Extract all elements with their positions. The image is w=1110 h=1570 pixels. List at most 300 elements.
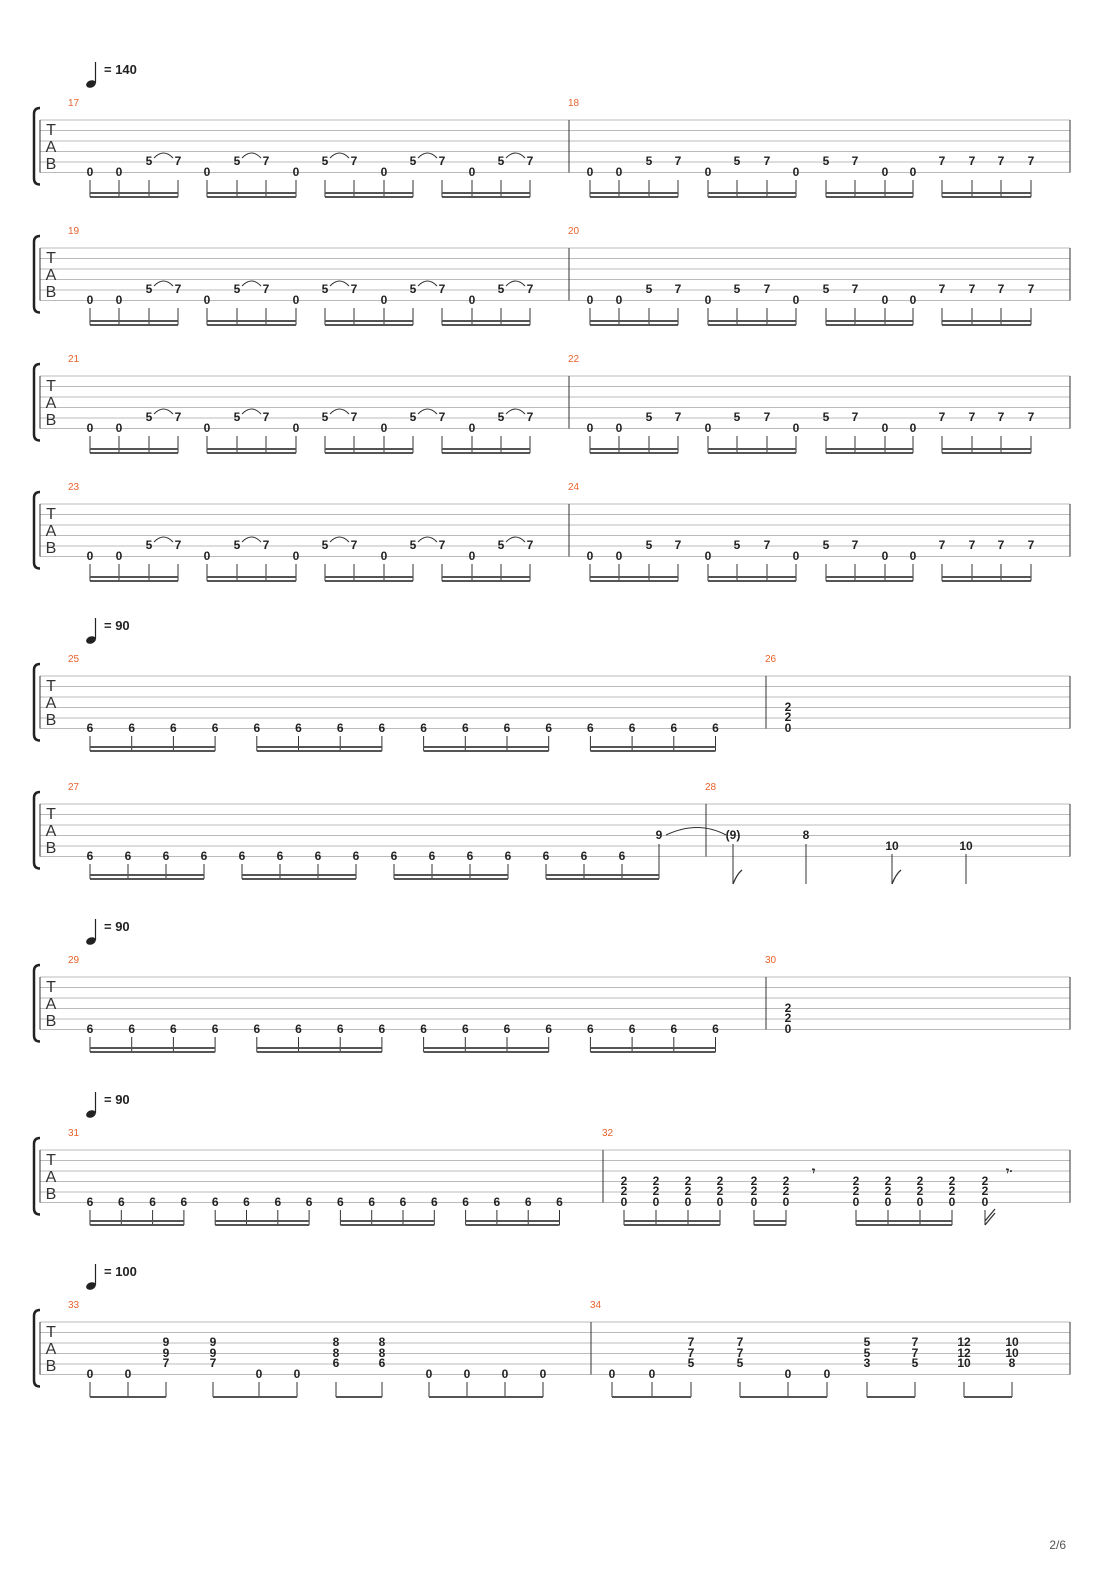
- fret-number: 2: [784, 710, 792, 724]
- fret-number: 2: [784, 1001, 792, 1015]
- fret-number: 7: [174, 282, 182, 296]
- note-flag: [892, 870, 901, 884]
- fret-number: 0: [948, 1195, 956, 1209]
- fret-number: 5: [645, 282, 653, 296]
- fret-number: 0: [716, 1195, 724, 1209]
- fret-number: 2: [852, 1174, 860, 1188]
- fret-number: 5: [645, 410, 653, 424]
- fret-number: 5: [733, 154, 741, 168]
- tab-staff: [34, 1138, 1070, 1215]
- fret-number: 0: [909, 421, 917, 435]
- fret-number: 6: [305, 1195, 313, 1209]
- bar-33: [87, 1335, 547, 1397]
- bar-23: [87, 537, 534, 581]
- fret-number: 6: [390, 849, 398, 863]
- fret-number: 5: [822, 154, 830, 168]
- fret-number: 6: [368, 1195, 376, 1209]
- tab-clef-t: T: [46, 378, 56, 395]
- fret-number: 0: [652, 1195, 660, 1209]
- tab-clef-b: B: [45, 712, 57, 729]
- fret-number: 0: [909, 549, 917, 563]
- fret-number: 0: [86, 293, 94, 307]
- fret-number: 5: [233, 538, 241, 552]
- system-bracket: [34, 364, 40, 441]
- fret-number: 7: [438, 282, 446, 296]
- fret-number: 0: [620, 1195, 628, 1209]
- fret-number: 7: [350, 538, 358, 552]
- fret-number: 7: [968, 282, 976, 296]
- fret-number: 0: [608, 1367, 616, 1381]
- fret-number: 6: [128, 721, 136, 735]
- fret-number: 5: [733, 538, 741, 552]
- fret-number: 0: [292, 293, 300, 307]
- fret-number: 8: [332, 1335, 340, 1349]
- fret-number: 7: [938, 410, 946, 424]
- eighth-rest: 𝄾: [812, 1164, 816, 1178]
- fret-number: 5: [233, 282, 241, 296]
- tab-clef-b: B: [45, 540, 57, 557]
- fret-number: 0: [586, 293, 594, 307]
- tab-clef-t: T: [46, 122, 56, 139]
- fret-number: 2: [916, 1184, 924, 1198]
- fret-number: 2: [948, 1184, 956, 1198]
- fret-number: 7: [350, 410, 358, 424]
- fret-number: 2: [716, 1184, 724, 1198]
- tempo-marking: [85, 1264, 137, 1291]
- tab-clef-t: T: [46, 250, 56, 267]
- system-bracket: [34, 108, 40, 185]
- fret-number: 6: [524, 1195, 532, 1209]
- fret-number: 10: [957, 1356, 971, 1370]
- fret-number: 0: [782, 1195, 790, 1209]
- fret-number: 5: [497, 154, 505, 168]
- fret-number: 2: [884, 1174, 892, 1188]
- fret-number: 0: [792, 165, 800, 179]
- fret-number: 5: [145, 538, 153, 552]
- fret-number: 7: [526, 154, 534, 168]
- fret-number: 7: [262, 410, 270, 424]
- bar-32: [621, 1164, 1014, 1225]
- fret-number: 7: [763, 538, 771, 552]
- fret-number: 7: [997, 154, 1005, 168]
- fret-number: 0: [881, 549, 889, 563]
- bar-number: 27: [68, 782, 80, 793]
- fret-number: 6: [430, 1195, 438, 1209]
- fret-number: 7: [997, 538, 1005, 552]
- fret-number: 7: [438, 154, 446, 168]
- bar-number: 22: [568, 354, 580, 365]
- fret-number: 10: [1005, 1346, 1019, 1360]
- system-bracket: [34, 492, 40, 569]
- fret-number: 0: [586, 549, 594, 563]
- fret-number: 0: [704, 549, 712, 563]
- fret-number: 6: [238, 849, 246, 863]
- fret-number: 6: [545, 721, 553, 735]
- fret-number: 2: [782, 1174, 790, 1188]
- slide-slur: [330, 281, 349, 286]
- fret-number: 6: [504, 849, 512, 863]
- system-bracket: [34, 664, 40, 741]
- fret-number: 6: [493, 1195, 501, 1209]
- fret-number: 0: [86, 421, 94, 435]
- fret-number: 2: [652, 1174, 660, 1188]
- fret-number: 12: [957, 1335, 971, 1349]
- bar-number: 31: [68, 1128, 80, 1139]
- fret-number: 7: [997, 410, 1005, 424]
- fret-number: 6: [149, 1195, 156, 1209]
- fret-number: 0: [615, 549, 623, 563]
- fret-number: 6: [170, 1022, 177, 1036]
- fret-number: 7: [262, 154, 270, 168]
- fret-number: 0: [909, 293, 917, 307]
- fret-number: 0: [115, 165, 123, 179]
- fret-number: 8: [1008, 1356, 1016, 1370]
- fret-number: 0: [586, 165, 594, 179]
- fret-number: 5: [497, 282, 505, 296]
- fret-number: 2: [981, 1174, 989, 1188]
- tab-clef-a: A: [45, 823, 57, 840]
- fret-number: 6: [466, 849, 474, 863]
- tab-staff: [34, 792, 1070, 869]
- fret-number: 6: [462, 1195, 469, 1209]
- tempo-value: = 100: [104, 1264, 137, 1279]
- slide-slur: [154, 409, 173, 414]
- fret-number: 2: [716, 1174, 724, 1188]
- fret-number: 10: [885, 839, 899, 853]
- fret-number: 9: [162, 1335, 170, 1349]
- fret-number: 7: [526, 538, 534, 552]
- fret-number: 5: [321, 282, 329, 296]
- fret-number: 7: [1027, 154, 1035, 168]
- fret-number: 2: [620, 1174, 628, 1188]
- tempo-value: = 90: [104, 919, 130, 934]
- fret-number: 0: [648, 1367, 656, 1381]
- fret-number: 0: [615, 421, 623, 435]
- fret-number: 5: [733, 410, 741, 424]
- fret-number: 5: [822, 538, 830, 552]
- fret-number: 5: [863, 1346, 871, 1360]
- fret-number: 7: [938, 538, 946, 552]
- tab-clef-b: B: [45, 1358, 57, 1375]
- fret-number: 7: [851, 154, 859, 168]
- fret-number: 7: [736, 1346, 744, 1360]
- fret-number: 5: [409, 538, 417, 552]
- fret-number: 0: [981, 1195, 989, 1209]
- fret-number: 0: [468, 165, 476, 179]
- bar-30: [785, 1001, 792, 1036]
- fret-number: 5: [911, 1356, 919, 1370]
- tab-clef-b: B: [45, 1186, 57, 1203]
- fret-number: 7: [262, 538, 270, 552]
- bar-number: 18: [568, 98, 580, 109]
- fret-number: 7: [526, 410, 534, 424]
- tab-clef-t: T: [46, 1152, 56, 1169]
- fret-number: 2: [784, 1011, 792, 1025]
- bar-number: 34: [590, 1300, 602, 1311]
- fret-number: 0: [468, 293, 476, 307]
- fret-number: 6: [712, 1022, 719, 1036]
- slide-slur: [242, 281, 261, 286]
- fret-number: 0: [823, 1367, 831, 1381]
- fret-number: 5: [822, 282, 830, 296]
- tempo-value: = 90: [104, 618, 130, 633]
- tempo-marking: [85, 618, 130, 645]
- fret-number: 7: [674, 538, 682, 552]
- fret-number: 7: [674, 410, 682, 424]
- fret-number: 0: [792, 549, 800, 563]
- fret-number: 5: [145, 410, 153, 424]
- fret-number: 0: [203, 293, 211, 307]
- fret-number: 7: [687, 1335, 695, 1349]
- slide-slur: [330, 409, 349, 414]
- fret-number: 0: [909, 165, 917, 179]
- tab-clef-b: B: [45, 840, 57, 857]
- fret-number: 2: [884, 1184, 892, 1198]
- fret-number: 0: [704, 421, 712, 435]
- fret-number: 0: [501, 1367, 509, 1381]
- slide-slur: [242, 409, 261, 414]
- fret-number: 6: [86, 1195, 94, 1209]
- bar-number: 26: [765, 654, 777, 665]
- bar-29: [87, 1022, 720, 1052]
- tab-clef-t: T: [46, 1324, 56, 1341]
- slide-slur: [506, 153, 525, 158]
- fret-number: 5: [145, 154, 153, 168]
- fret-number: 7: [911, 1346, 919, 1360]
- fret-number: 0: [115, 549, 123, 563]
- fret-number: 6: [420, 1022, 427, 1036]
- fret-number: 5: [822, 410, 830, 424]
- fret-number: 6: [332, 1356, 340, 1370]
- fret-number: 2: [852, 1184, 860, 1198]
- bar-21: [87, 409, 534, 453]
- fret-number: 0: [684, 1195, 692, 1209]
- page-number: 2/6: [1049, 1538, 1066, 1552]
- bar-number: 25: [68, 654, 80, 665]
- fret-number: 2: [784, 700, 792, 714]
- fret-number: 6: [399, 1195, 407, 1209]
- fret-number: 0: [916, 1195, 924, 1209]
- fret-number: 2: [620, 1184, 628, 1198]
- fret-number: 6: [336, 721, 344, 735]
- slide-slur: [154, 153, 173, 158]
- fret-number: 7: [763, 282, 771, 296]
- slide-slur: [242, 537, 261, 542]
- fret-number: 7: [162, 1356, 170, 1370]
- fret-number: 0: [255, 1367, 263, 1381]
- fret-number: 0: [884, 1195, 892, 1209]
- fret-number: 6: [628, 721, 636, 735]
- fret-number: 5: [645, 154, 653, 168]
- fret-number: 7: [763, 410, 771, 424]
- fret-number: 6: [670, 1022, 678, 1036]
- fret-number: 7: [174, 410, 182, 424]
- fret-number: 0: [792, 421, 800, 435]
- fret-number: 5: [497, 538, 505, 552]
- tab-clef-b: B: [45, 156, 57, 173]
- bar-31: [87, 1195, 564, 1225]
- fret-number: 0: [380, 293, 388, 307]
- fret-number: 5: [145, 282, 153, 296]
- fret-number: 0: [586, 421, 594, 435]
- note-flag: [985, 1209, 995, 1225]
- fret-number: 6: [86, 721, 94, 735]
- fret-number: 7: [736, 1335, 744, 1349]
- fret-number: 6: [128, 1022, 136, 1036]
- fret-number: 2: [684, 1174, 692, 1188]
- fret-number: 7: [911, 1335, 919, 1349]
- eighth-rest-dotted: 𝄾·: [1006, 1164, 1014, 1178]
- slide-slur: [154, 537, 173, 542]
- fret-number: 6: [378, 721, 386, 735]
- fret-number: 0: [468, 549, 476, 563]
- tab-clef-b: B: [45, 412, 57, 429]
- fret-number: 7: [968, 538, 976, 552]
- bar-24: [587, 538, 1035, 581]
- fret-number: 6: [587, 721, 594, 735]
- bar-number: 17: [68, 98, 80, 109]
- fret-number: 6: [336, 1022, 344, 1036]
- system-bracket: [34, 965, 40, 1042]
- fret-number: 8: [378, 1346, 386, 1360]
- fret-number: 6: [180, 1195, 188, 1209]
- fret-number: 0: [380, 549, 388, 563]
- fret-number: 6: [274, 1195, 282, 1209]
- fret-number: 10: [1005, 1335, 1019, 1349]
- fret-number: 0: [292, 549, 300, 563]
- fret-number: 6: [461, 1022, 469, 1036]
- fret-number: 6: [253, 721, 261, 735]
- system-bracket: [34, 1310, 40, 1387]
- fret-number: 0: [425, 1367, 433, 1381]
- tab-clef-a: A: [45, 523, 57, 540]
- fret-number: 9: [209, 1346, 217, 1360]
- fret-number: 0: [881, 165, 889, 179]
- bar-number: 33: [68, 1300, 80, 1311]
- fret-number: 6: [712, 721, 719, 735]
- fret-number: 2: [684, 1184, 692, 1198]
- fret-number: 5: [233, 410, 241, 424]
- bar-number: 23: [68, 482, 80, 493]
- fret-number: 8: [378, 1335, 386, 1349]
- fret-number: 0: [615, 293, 623, 307]
- fret-number: 0: [203, 421, 211, 435]
- fret-number: 7: [174, 154, 182, 168]
- bar-20: [587, 282, 1035, 325]
- tab-clef-a: A: [45, 695, 57, 712]
- fret-number: 0: [86, 549, 94, 563]
- fret-number: 7: [763, 154, 771, 168]
- fret-number: 8: [802, 828, 810, 842]
- fret-number: 2: [652, 1184, 660, 1198]
- fret-number: 6: [162, 849, 170, 863]
- fret-number: 7: [438, 538, 446, 552]
- fret-number: 0: [380, 421, 388, 435]
- fret-number: 7: [174, 538, 182, 552]
- bar-26: [785, 700, 792, 735]
- tie-slur: [666, 828, 726, 836]
- fret-number: 0: [852, 1195, 860, 1209]
- fret-number: 10: [959, 839, 973, 853]
- fret-number: 0: [881, 421, 889, 435]
- tab-clef-a: A: [45, 1341, 57, 1358]
- tab-clef-b: B: [45, 1013, 57, 1030]
- bar-19: [87, 281, 534, 325]
- tab-clef-a: A: [45, 996, 57, 1013]
- fret-number: 7: [938, 154, 946, 168]
- fret-number: 7: [209, 1356, 217, 1370]
- fret-number: 3: [863, 1356, 871, 1370]
- fret-number: 7: [262, 282, 270, 296]
- fret-number: 0: [784, 1367, 792, 1381]
- fret-number: 0: [86, 165, 94, 179]
- fret-number: 6: [628, 1022, 636, 1036]
- fret-number: 7: [997, 282, 1005, 296]
- bar-number: 30: [765, 955, 777, 966]
- fret-number: (9): [725, 828, 741, 842]
- slide-slur: [154, 281, 173, 286]
- fret-number: 0: [293, 1367, 301, 1381]
- tempo-marking: [85, 919, 130, 946]
- fret-number: 0: [615, 165, 623, 179]
- tab-clef-t: T: [46, 506, 56, 523]
- tempo-marking: [85, 62, 137, 89]
- fret-number: 6: [211, 1195, 219, 1209]
- fret-number: 5: [497, 410, 505, 424]
- bar-34: [609, 1335, 1019, 1397]
- fret-number: 2: [750, 1184, 758, 1198]
- fret-number: 7: [851, 538, 859, 552]
- fret-number: 0: [750, 1195, 758, 1209]
- fret-number: 6: [295, 1022, 302, 1036]
- fret-number: 5: [409, 410, 417, 424]
- slide-slur: [506, 409, 525, 414]
- fret-number: 0: [115, 421, 123, 435]
- fret-number: 5: [687, 1356, 695, 1370]
- fret-number: 7: [851, 410, 859, 424]
- fret-number: 6: [378, 1356, 386, 1370]
- fret-number: 0: [784, 1022, 792, 1036]
- fret-number: 6: [276, 849, 284, 863]
- bar-number: 32: [602, 1128, 614, 1139]
- fret-number: 2: [916, 1174, 924, 1188]
- fret-number: 6: [211, 1022, 219, 1036]
- fret-number: 6: [556, 1195, 563, 1209]
- fret-number: 6: [314, 849, 322, 863]
- fret-number: 5: [409, 282, 417, 296]
- fret-number: 6: [503, 721, 511, 735]
- fret-number: 7: [674, 154, 682, 168]
- fret-number: 6: [420, 721, 427, 735]
- fret-number: 0: [881, 293, 889, 307]
- fret-number: 6: [124, 849, 132, 863]
- fret-number: 6: [117, 1195, 125, 1209]
- slide-slur: [418, 409, 437, 414]
- fret-number: 0: [380, 165, 388, 179]
- fret-number: 6: [200, 849, 208, 863]
- fret-number: 0: [115, 293, 123, 307]
- fret-number: 5: [863, 1335, 871, 1349]
- slide-slur: [506, 281, 525, 286]
- bar-18: [587, 154, 1035, 197]
- fret-number: 6: [428, 849, 436, 863]
- fret-number: 7: [350, 282, 358, 296]
- fret-number: 6: [337, 1195, 344, 1209]
- fret-number: 0: [704, 293, 712, 307]
- fret-number: 5: [736, 1356, 744, 1370]
- bar-number: 19: [68, 226, 80, 237]
- tempo-marking: [85, 1092, 130, 1119]
